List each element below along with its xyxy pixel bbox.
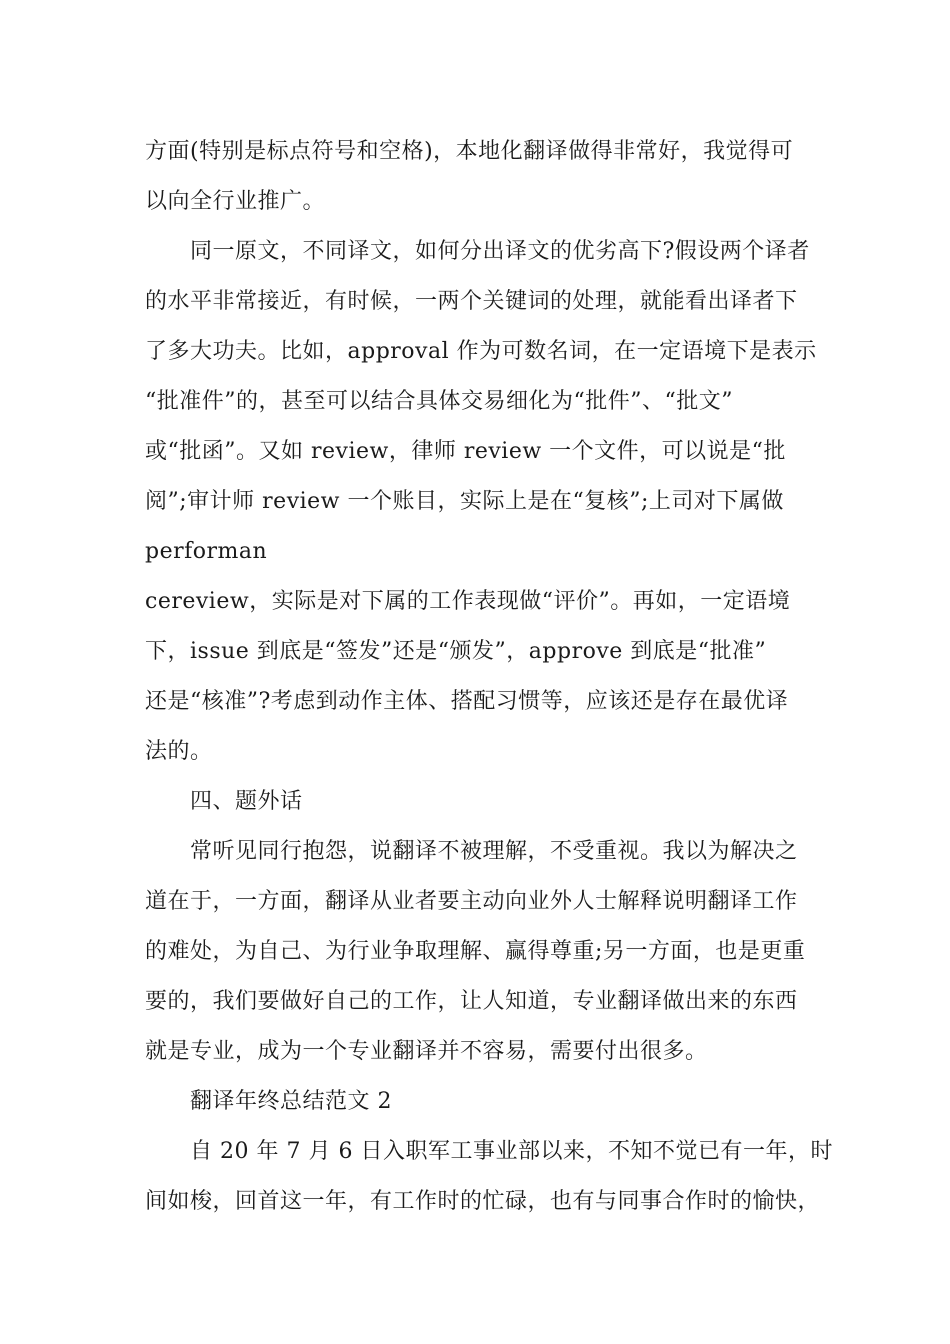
- text-line-2: 以向全行业推广。: [145, 189, 326, 214]
- text-line-19: 就是专业，成为一个专业翻译并不容易，需要付出很多。: [145, 1039, 708, 1064]
- text-line-3: 同一原文，不同译文，如何分出译文的优劣高下?假设两个译者: [190, 239, 810, 264]
- text-line-12: 还是“核准”?考虑到动作主体、搭配习惯等，应该还是存在最优译: [145, 689, 789, 714]
- text-line-13: 法的。: [145, 739, 213, 764]
- section-heading: 四、题外话: [190, 789, 303, 814]
- text-line-4: 的水平非常接近，有时候，一两个关键词的处理，就能看出译者下: [145, 289, 798, 314]
- text-line-8: 阅”;审计师 review 一个账目，实际上是在“复核”;上司对下属做: [145, 489, 784, 514]
- text-line-21: 自 20 年 7 月 6 日入职军工事业部以来，不知不觉已有一年，时: [190, 1139, 833, 1164]
- text-line-11: 下，issue 到底是“签发”还是“颁发”，approve 到底是“批准”: [145, 639, 767, 664]
- text-line-17: 的难处，为自己、为行业争取理解、赢得尊重;另一方面，也是更重: [145, 939, 806, 964]
- text-line-9: performan: [145, 539, 268, 564]
- text-line-5: 了多大功夫。比如，approval 作为可数名词，在一定语境下是表示: [145, 339, 817, 364]
- text-line-16: 道在于，一方面，翻译从业者要主动向业外人士解释说明翻译工作: [145, 889, 798, 914]
- text-line-7: 或“批函”。又如 review，律师 review 一个文件，可以说是“批: [145, 439, 786, 464]
- text-line-15: 常听见同行抱怨，说翻译不被理解，不受重视。我以为解决之: [190, 839, 798, 864]
- text-line-22: 间如梭，回首这一年，有工作时的忙碌，也有与同事合作时的愉快，: [145, 1189, 821, 1214]
- text-line-6: “批准件”的，甚至可以结合具体交易细化为“批件”、“批文”: [145, 389, 733, 414]
- article-title: 翻译年终总结范文 2: [190, 1089, 392, 1114]
- text-line-1: 方面(特别是标点符号和空格)，本地化翻译做得非常好，我觉得可: [145, 139, 794, 164]
- text-line-18: 要的，我们要做好自己的工作，让人知道，专业翻译做出来的东西: [145, 989, 798, 1014]
- text-line-10: cereview，实际是对下属的工作表现做“评价”。再如，一定语境: [145, 589, 791, 614]
